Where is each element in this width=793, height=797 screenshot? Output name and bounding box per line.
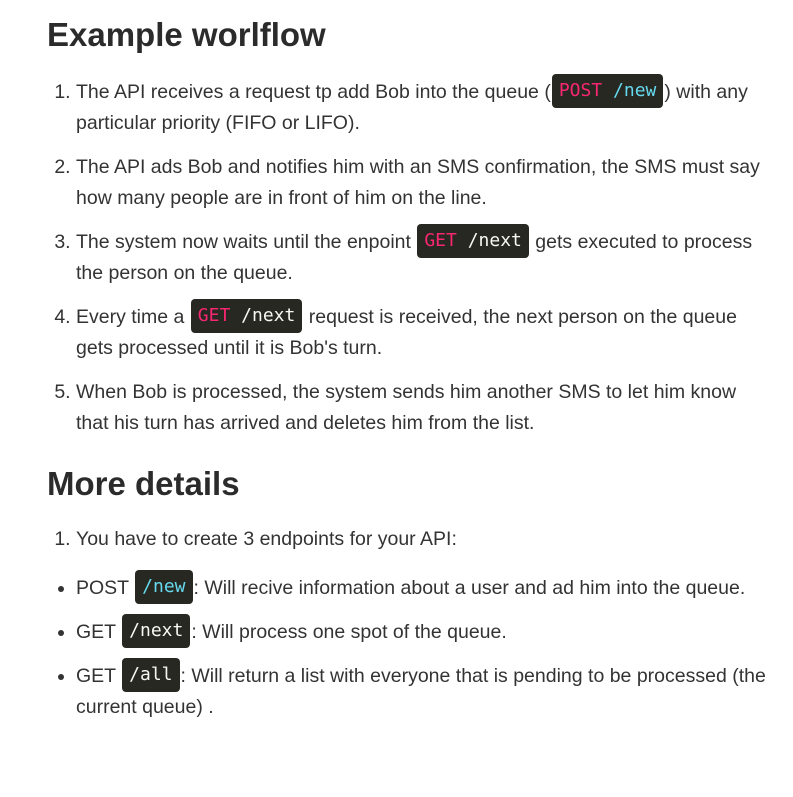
- step-text: Every time a: [76, 305, 190, 328]
- endpoint-code: /all: [129, 663, 173, 685]
- code-method: GET: [197, 304, 231, 326]
- endpoint-code: /new: [142, 575, 186, 597]
- endpoint-description: : Will process one spot of the queue.: [191, 620, 507, 643]
- step-text: When Bob is processed, the system sends him another SMS to let him know that his turn has arrived and deletes him from the list.: [76, 380, 737, 434]
- workflow-step-4: [76, 302, 773, 364]
- details-intro: [76, 524, 773, 555]
- code-all: [122, 658, 179, 692]
- code-path: /new: [613, 79, 657, 101]
- endpoint-code: /next: [129, 619, 184, 641]
- endpoint-description: : Will return a list with everyone that is pending to be processed (the current queue) .: [76, 664, 766, 718]
- code-path: /next: [241, 304, 296, 326]
- code-method: POST: [558, 79, 603, 101]
- code-get-next: [417, 224, 529, 258]
- code-post-new: [552, 74, 664, 108]
- workflow-steps-list: [47, 77, 773, 439]
- endpoint-item-next: [76, 617, 773, 648]
- endpoint-method: GET: [76, 664, 122, 687]
- step-text: The system now waits until the enpoint: [76, 230, 417, 253]
- workflow-step-3: [76, 227, 773, 289]
- code-new: [135, 570, 192, 604]
- step-text: gets executed to process the person on the queue.: [76, 230, 753, 284]
- endpoint-method: GET: [76, 620, 122, 643]
- endpoint-method: POST: [76, 576, 135, 599]
- endpoint-item-new: [76, 573, 773, 604]
- code-get-next: [191, 299, 303, 333]
- step-text: ) with any particular priority (FIFO or LIFO).: [76, 80, 748, 134]
- endpoint-description: : Will recive information about a user and ad him into the queue.: [193, 576, 746, 599]
- workflow-step-1: [76, 77, 773, 139]
- code-next: [122, 614, 190, 648]
- details-intro-text: You have to create 3 endpoints for your API:: [76, 527, 457, 550]
- details-heading: More details: [47, 464, 240, 502]
- workflow-step-5: [76, 377, 773, 439]
- step-text: request is received, the next person on the queue gets processed until it is Bob's turn.: [76, 305, 737, 359]
- code-path: /next: [467, 229, 522, 251]
- workflow-heading: Example worlflow: [47, 16, 326, 53]
- endpoint-item-all: [76, 661, 773, 723]
- workflow-step-2: [76, 152, 773, 214]
- code-method: GET: [424, 229, 457, 251]
- endpoints-list: [47, 573, 773, 723]
- step-text: The API receives a request tp add Bob into the queue (: [76, 80, 551, 103]
- step-text: The API ads Bob and notifies him with an SMS confirmation, the SMS must say how many people are in front of him on the line.: [76, 155, 760, 209]
- details-list: [47, 524, 773, 555]
